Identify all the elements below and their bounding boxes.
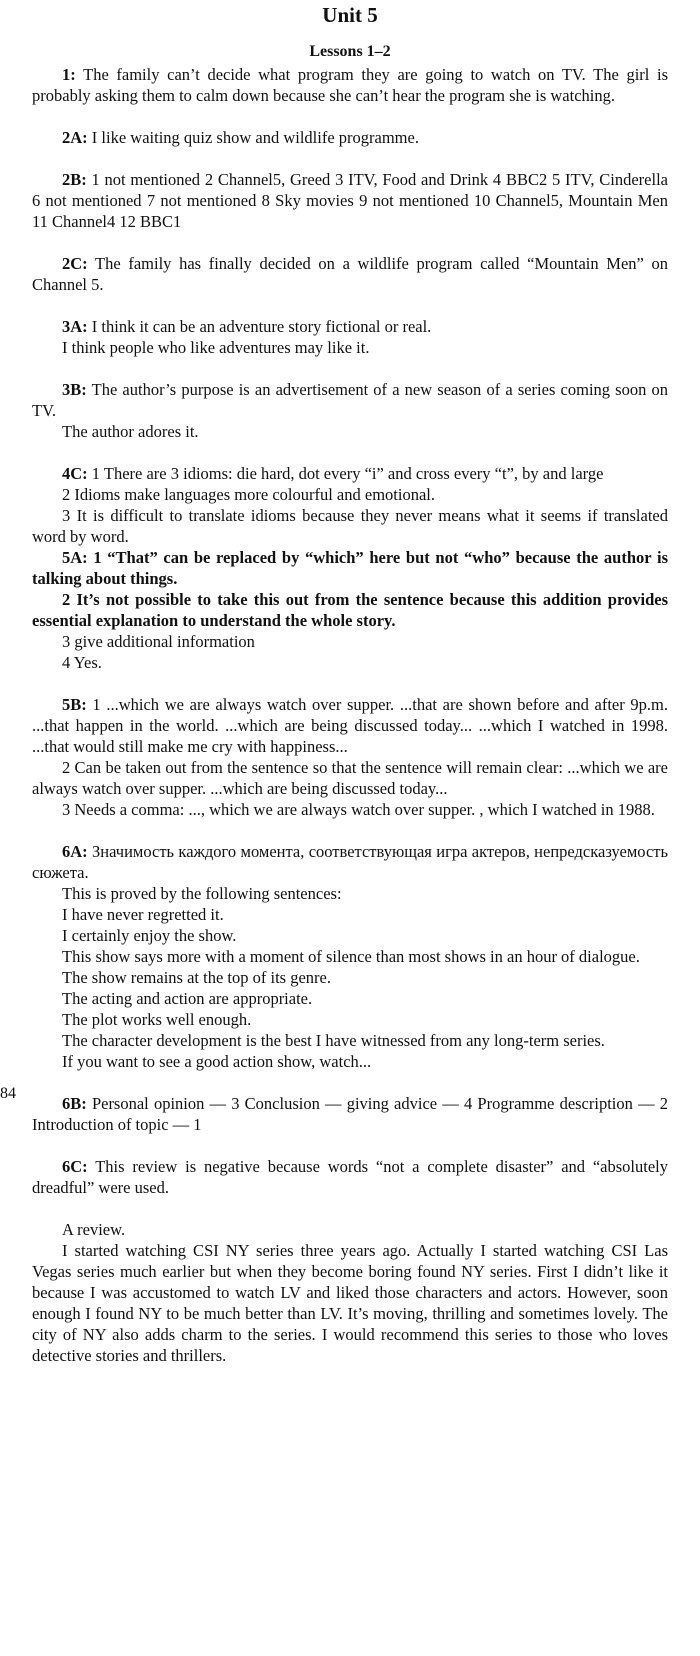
answer-text: Значимость каждого момента, соответствующая игра актеров, непредсказуемость сюжета. bbox=[32, 842, 669, 882]
spacer bbox=[32, 1072, 668, 1093]
answer-6a-line: The plot works well enough. bbox=[62, 1010, 252, 1029]
answer-3a bbox=[32, 316, 668, 337]
answer-4c-line3: 3 It is difficult to translate idioms because they never means what it seems if translated word by word. bbox=[32, 506, 668, 546]
answer-label: 2B: bbox=[62, 170, 87, 189]
answer-2b bbox=[32, 169, 668, 232]
answer-label: 3A: bbox=[62, 317, 88, 336]
unit-title: Unit 5 bbox=[322, 3, 378, 27]
answer-5b bbox=[32, 694, 668, 757]
answer-6a-line: I have never regretted it. bbox=[62, 905, 224, 924]
answer-text: The family can’t decide what program they are going to watch on TV. The girl is probably asking them to calm down because she can’t hear the program she is watching. bbox=[32, 65, 669, 105]
answer-text: Personal opinion — 3 Conclusion — giving advice — 4 Programme description — 2 Introduction of topic — 1 bbox=[32, 1094, 668, 1134]
review-heading: A review. bbox=[62, 1220, 126, 1239]
answer-4c-line2: 2 Idioms make languages more colourful and emotional. bbox=[62, 485, 435, 504]
answer-label: 2C: bbox=[62, 254, 88, 273]
answer-6a bbox=[32, 841, 668, 883]
answer-6c bbox=[32, 1156, 668, 1198]
spacer bbox=[32, 148, 668, 169]
answer-5a-line3: 3 give additional information bbox=[62, 632, 255, 651]
review-text: I started watching CSI NY series three years ago. Actually I started watching CSI Las Vegas series much earlier but when they become boring found NY series. First I didn’t like it because I was accustomed to watch LV and liked those characters and actors. However, soon enough I found NY to be much better than LV. It’s moving, thrilling and sometimes lovely. The city of NY also adds charm to the series. I would recommend this series to those who loves detective stories and thrillers. bbox=[32, 1241, 668, 1365]
answer-3a-line2: I think people who like adventures may like it. bbox=[62, 338, 370, 357]
answer-5a bbox=[32, 547, 668, 589]
answer-text: 1 not mentioned 2 Channel5, Greed 3 ITV, Food and Drink 4 BBC2 5 ITV, Cinderella 6 not mentioned 7 not mentioned 8 Sky movies 9 not mentioned 10 Channel5, Mountain Men 11 Channel4 12 BBC1 bbox=[32, 170, 668, 231]
answer-text: 1 “That” can be replaced by “which” here but not “who” because the author is talking about things. bbox=[32, 548, 668, 588]
answer-6a-line: This is proved by the following sentences: bbox=[62, 884, 342, 903]
spacer bbox=[32, 1198, 668, 1219]
page-number: 84 bbox=[0, 1085, 16, 1102]
answer-6a-line: I certainly enjoy the show. bbox=[62, 926, 237, 945]
spacer bbox=[32, 442, 668, 463]
answer-text: This review is negative because words “not a complete disaster” and “absolutely dreadful” were used. bbox=[32, 1157, 668, 1197]
answer-5b-line2: 2 Can be taken out from the sentence so that the sentence will remain clear: ...which we are always watch over supper. ...which are being discussed today... bbox=[32, 758, 668, 798]
answer-label: 6B: bbox=[62, 1094, 87, 1113]
answer-6b bbox=[32, 1093, 668, 1135]
answer-text: I think it can be an adventure story fictional or real. bbox=[91, 317, 432, 336]
answer-text: The family has finally decided on a wildlife program called “Mountain Men” on Channel 5. bbox=[32, 254, 668, 294]
answer-2c bbox=[32, 253, 668, 295]
answer-label: 6C: bbox=[62, 1157, 88, 1176]
answer-5a-line4: 4 Yes. bbox=[62, 653, 102, 672]
answer-3b bbox=[32, 379, 668, 421]
answer-6a-line: The show remains at the top of its genre. bbox=[62, 968, 331, 987]
answer-6a-line: This show says more with a moment of silence than most shows in an hour of dialogue. bbox=[62, 947, 640, 966]
answer-3b-line2: The author adores it. bbox=[62, 422, 199, 441]
answer-label: 3B: bbox=[62, 380, 87, 399]
answer-label: 5B: bbox=[62, 695, 87, 714]
answer-text: 1 There are 3 idioms: die hard, dot every “i” and cross every “t”, by and large bbox=[91, 464, 604, 483]
answer-label: 4C: bbox=[62, 464, 88, 483]
answer-label: 6A: bbox=[62, 842, 88, 861]
answer-4c bbox=[32, 463, 668, 484]
answer-5a-line2: 2 It’s not possible to take this out from the sentence because this addition provides essential explanation to understand the whole story. bbox=[32, 590, 668, 630]
answer-6a-line: The character development is the best I have witnessed from any long-term series. bbox=[62, 1031, 605, 1050]
answer-5b-line3: 3 Needs a comma: ..., which we are always watch over supper. , which I watched in 1988. bbox=[62, 800, 655, 819]
spacer bbox=[32, 358, 668, 379]
answer-text: The author’s purpose is an advertisement of a new season of a series coming soon on TV. bbox=[32, 380, 668, 420]
answer-6a-line: If you want to see a good action show, watch... bbox=[62, 1052, 372, 1071]
spacer bbox=[32, 295, 668, 316]
answers-content bbox=[32, 64, 668, 1366]
answer-1 bbox=[32, 64, 668, 106]
answer-2a bbox=[32, 127, 668, 148]
spacer bbox=[32, 106, 668, 127]
spacer bbox=[32, 820, 668, 841]
spacer bbox=[32, 232, 668, 253]
answer-label: 5A: bbox=[62, 548, 88, 567]
answer-text: I like waiting quiz show and wildlife programme. bbox=[91, 128, 419, 147]
answer-text: 1 ...which we are always watch over supper. ...that are shown before and after 9p.m. ...that happen in the world. ...which are being discussed today... ...which I watched in 1998. ...that would still make me cry with happiness... bbox=[32, 695, 668, 756]
answer-6a-line: The acting and action are appropriate. bbox=[62, 989, 313, 1008]
spacer bbox=[32, 1135, 668, 1156]
lessons-title: Lessons 1–2 bbox=[309, 43, 391, 60]
spacer bbox=[32, 673, 668, 694]
answer-label: 2A: bbox=[62, 128, 88, 147]
answer-label: 1: bbox=[62, 65, 76, 84]
